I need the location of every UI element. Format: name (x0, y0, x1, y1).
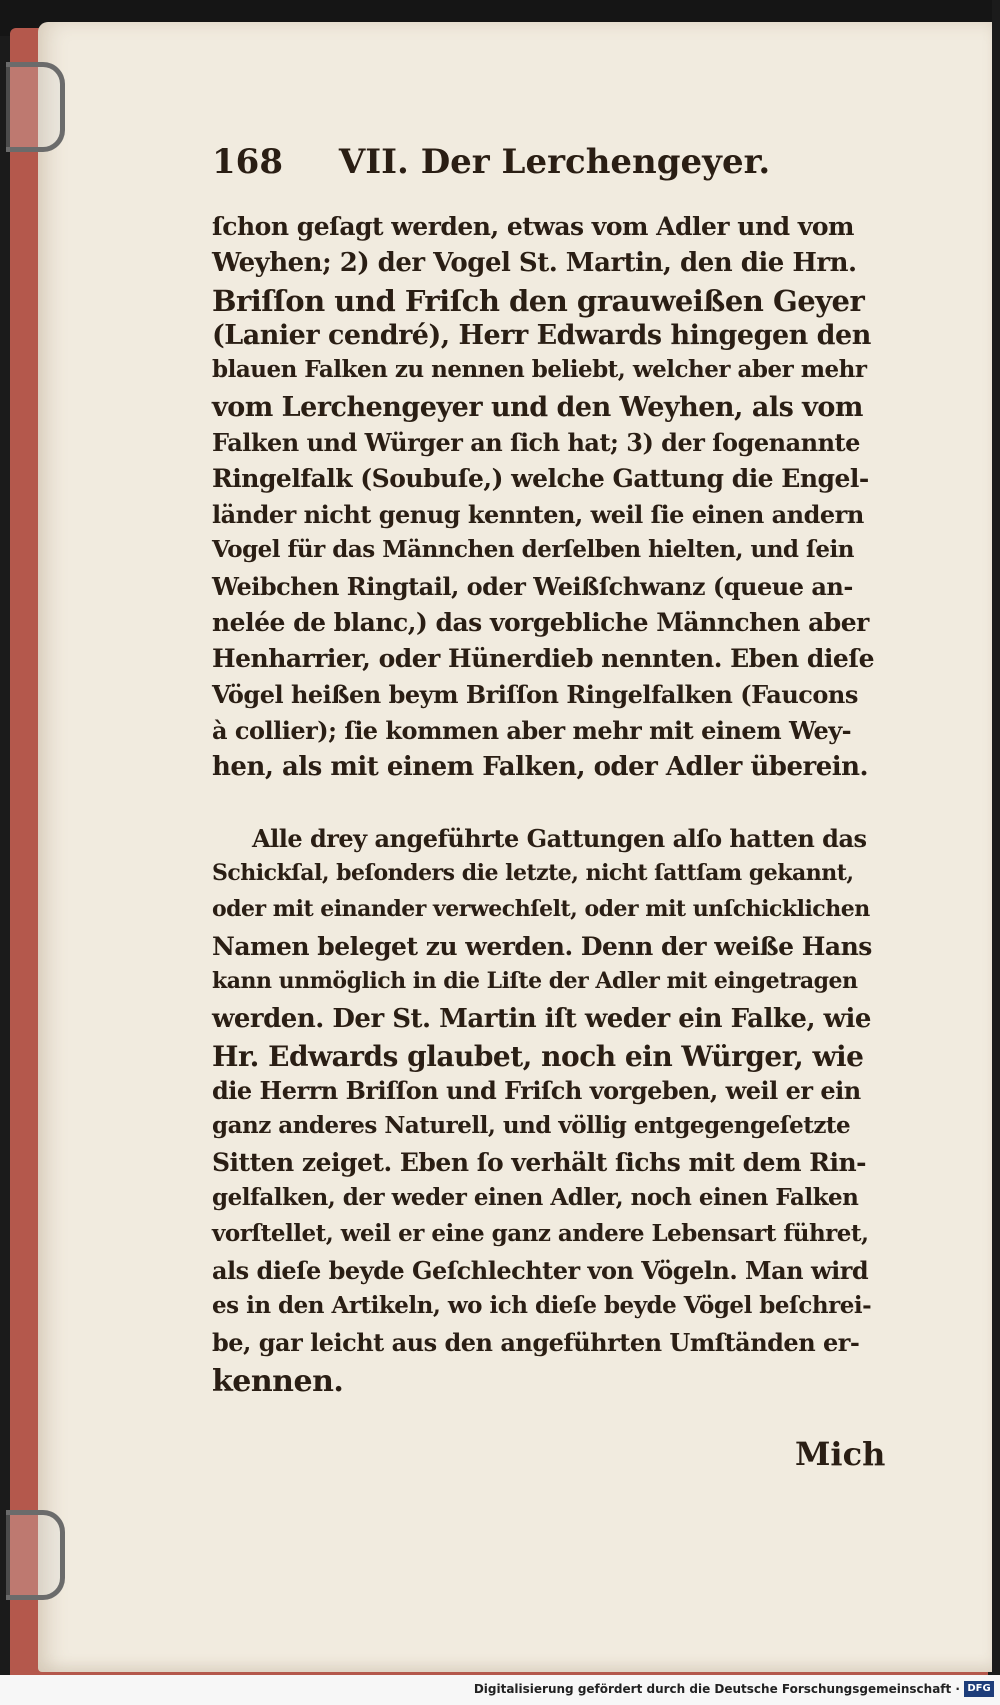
text-line: es in den Artikeln, wo ich dieſe beyde Vögel beſchrei- (212, 1292, 872, 1319)
text-line: Sitten zeiget. Eben ſo verhält ſichs mit dem Rin- (212, 1148, 867, 1177)
text-line: Henharrier, oder Hünerdieb nennten. Eben dieſe (212, 644, 874, 673)
catchword: Mich (795, 1435, 886, 1473)
chapter-title: VII. Der Lerchengeyer. (338, 142, 771, 182)
text-line: Weibchen Ringtail, oder Weißſchwanz (queue an- (212, 572, 853, 601)
text-line: länder nicht genug kennten, weil ſie einen andern (212, 500, 864, 529)
text-line: be, gar leicht aus den angeführten Umſtänden er- (212, 1328, 860, 1357)
text-line: als dieſe beyde Geſchlechter von Vögeln. Man wird (212, 1256, 869, 1285)
text-line: oder mit einander verwechſelt, oder mit unſchicklichen (212, 896, 870, 922)
text-line: kennen. (212, 1364, 344, 1399)
footer-credit: Digitalisierung gefördert durch die Deutsche Forschungsgemeinschaft · (473, 1682, 960, 1696)
text-line: gelfalken, der weder einen Adler, noch einen Falken (212, 1184, 859, 1211)
text-line: Hr. Edwards glaubet, noch ein Würger, wie (212, 1040, 864, 1073)
scan-background-right (992, 0, 1000, 1705)
text-line: Ringelfalk (Soubuſe,) welche Gattung die Engel- (212, 464, 869, 493)
text-line: Namen beleget zu werden. Denn der weiße Hans (212, 932, 872, 961)
text-line: Vögel heißen beym Briſſon Ringelfalken (Faucons (212, 680, 858, 709)
text-line: Schickſal, beſonders die letzte, nicht ſattſam gekannt, (212, 860, 854, 886)
page-number: 168 (212, 142, 283, 182)
text-line: à collier); ſie kommen aber mehr mit einem Wey- (212, 716, 852, 745)
text-line: ganz anderes Naturell, und völlig entgegengeſetzte (212, 1112, 851, 1139)
text-line: (Lanier cendré), Herr Edwards hingegen den (212, 320, 871, 351)
text-line: Weyhen; 2) der Vogel St. Martin, den die Hrn. (212, 248, 857, 278)
running-header (212, 142, 770, 182)
text-line: Falken und Würger an ſich hat; 3) der ſogenannte (212, 428, 860, 457)
text-line: werden. Der St. Martin iſt weder ein Falke, wie (212, 1004, 871, 1034)
dfg-logo: DFG (964, 1681, 994, 1697)
text-line: vorſtellet, weil er eine ganz andere Lebensart führet, (212, 1220, 869, 1247)
text-line: kann unmöglich in die Liſte der Adler mit eingetragen (212, 968, 858, 994)
footer-bar (0, 1675, 1000, 1705)
page-clip-bottom (6, 1510, 65, 1600)
text-line: Briſſon und Friſch den grauweißen Geyer (212, 284, 865, 318)
text-line: hen, als mit einem Falken, oder Adler überein. (212, 752, 869, 782)
text-line: blauen Falken zu nennen beliebt, welcher aber mehr (212, 356, 867, 383)
text-line: die Herrn Briſſon und Friſch vorgeben, weil er ein (212, 1076, 861, 1105)
text-line: ſchon geſagt werden, etwas vom Adler und vom (212, 212, 855, 241)
page-clip-top (6, 62, 65, 152)
text-line: vom Lerchengeyer und den Weyhen, als vom (212, 392, 863, 423)
text-line: nelée de blanc,) das vorgebliche Männchen aber (212, 608, 869, 637)
text-line: Vogel für das Männchen derſelben hielten, und ſein (212, 536, 854, 563)
text-line: Alle drey angeführte Gattungen alſo hatten das (252, 824, 867, 853)
